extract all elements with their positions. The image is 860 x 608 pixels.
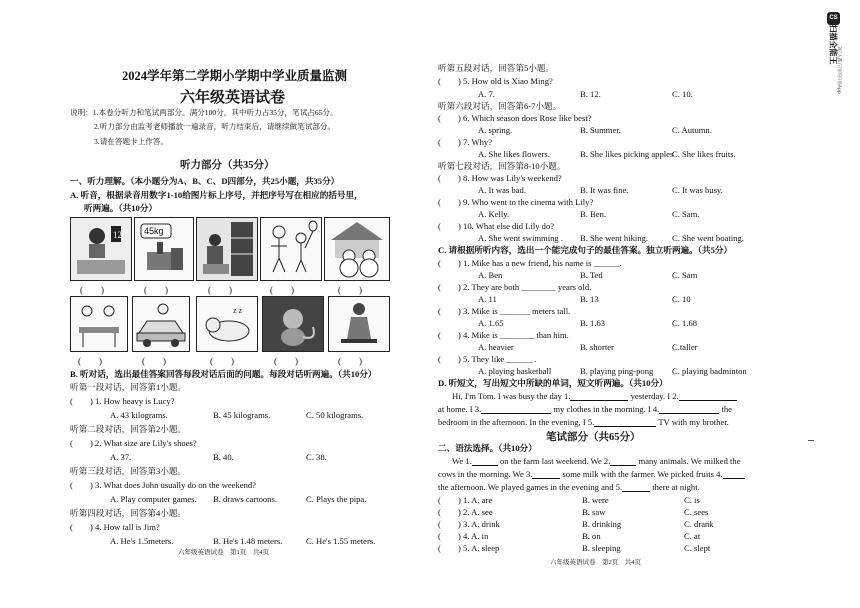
answer-bracket-row1-5: ( ) [338,285,362,295]
c4-option-a: A. heavier [478,342,514,352]
passage-line-1: Hi, I'm Tom. I was busy the day 1. yesterday. I 2. [452,391,737,401]
grammar-q3-option-c: C. drank [684,519,714,529]
part-a-line1: A. 听音，根据录音用数字1-10给图片标上序号，并把序号写在相应的括号里， [70,190,363,200]
answer-bracket-row1-3: ( ) [208,285,232,295]
c4-option-c: C.taller [672,342,698,352]
part-c-q3: ( ) 3. Mike is _______ meters tall. [438,306,571,316]
dialog-6-heading: 听第六段对话，回答第6-7小题。 [438,101,562,111]
right-page [438,0,768,608]
picture-sleeping-cat [196,296,258,352]
svg-text:z z: z z [233,306,243,315]
grammar-q1: ( ) 1. A. are [438,495,493,505]
written-header: 笔试部分（共65分） [546,432,641,443]
answer-bracket-row1-1: ( ) [80,285,104,295]
picture-scale-45kg [134,217,194,281]
question-3: ( ) 3. What does John usually do on the weekend? [70,480,256,490]
c2-option-b: B. 13 [580,294,599,304]
c1-option-c: C. Sam [672,270,698,280]
passage-line-3: bedroom in the afternoon. In the evening, I 5. TV with my brother. [438,417,729,427]
q9-option-c: C. Sam. [672,209,700,219]
blank-d4 [659,405,719,414]
grammar-q5-option-c: C. slept [684,543,711,553]
passage-line-2: at home. I 3. my clothes in the morning. I 4. the [438,404,732,414]
q8-option-c: C. It was busy. [672,185,723,195]
q5-option-b: B. 12. [580,89,601,99]
c5-option-b: B. playing ping-pong [580,366,654,376]
section-2-heading: 二、语法选择。（共10分） [438,443,537,453]
dialog-1-heading: 听第一段对话，回答第1小题。 [70,382,187,392]
picture-car-driving [132,296,190,352]
c4-option-b: B. shorter [580,342,614,352]
picture-girl-with-chair [328,296,390,352]
edge-mark [808,440,814,441]
grammar-q5-option-b: B. sleeping [582,543,621,553]
q5-option-a: A. 7. [478,89,495,99]
answer-bracket-row2-4: ( ) [274,356,298,366]
grammar-q2: ( ) 2. A. see [438,507,493,517]
grammar-q4: ( ) 4. A. in [438,531,489,541]
q1-option-b: B. 45 kilograms. [213,410,271,420]
blank-g1 [472,457,498,466]
dialog-7-heading: 听第七段对话，回答第8-10小题。 [438,161,566,171]
q3-option-b: B. draws cartoons. [213,494,277,504]
blank-d2 [679,392,737,401]
q3-option-a: A. Play computer games. [110,494,197,504]
answer-bracket-row2-5: ( ) [338,356,362,366]
section-1-heading: 一、听力理解。（本小题分为A、B、C、D四部分，共25小题，共35分） [70,176,340,186]
grammar-line-1: We 1. on the farm last weekend. We 2. many animals. We milked the [452,456,741,466]
answer-bracket-row2-2: ( ) [142,356,166,366]
question-6: ( ) 6. Which season does Rose like best? [438,113,592,123]
q9-option-a: A. Kelly. [478,209,510,219]
q7-option-a: A. She likes flowers. [478,149,550,159]
svg-text:12: 12 [113,230,122,240]
c2-option-a: A. 11 [478,294,497,304]
q2-option-b: B. 40. [213,452,234,462]
blank-g4 [723,470,745,479]
part-c-q2: ( ) 2. They are both ________ years old. [438,282,592,292]
page-footer-1: 六年级英语试卷 第1页 共4页 [178,549,269,556]
q3-option-c: C. Plays the pipa. [306,494,367,504]
c3-option-a: A. 1.65 [478,318,504,328]
grammar-q1-option-c: C. is [684,495,700,505]
picture-monkey [262,296,324,352]
blank-d1 [570,392,628,401]
picture-kids-balloons [260,217,322,281]
grammar-line-2: cows in the morning. We 3. some milk with the farmer. We picked fruits 4. [438,469,745,479]
c5-option-c: C. playing badminton [672,366,747,376]
q7-option-c: C. She likes fruits. [672,149,736,159]
q10-option-c: C. She went boating. [672,233,744,243]
note-3: 3.请在答题卡上作答。 [94,137,169,146]
page-footer-2: 六年级英语试卷 第2页 共4页 [550,559,641,566]
dialog-5-heading: 听第五段对话，回答第5小题。 [438,63,555,73]
q1-option-a: A. 43 kilograms. [110,410,168,420]
blank-d3 [481,405,551,414]
question-1: ( ) 1. How heavy is Lucy? [70,396,175,406]
c5-option-a: A. playing basketball [478,366,552,376]
question-2: ( ) 2. What size are Lily's shoes? [70,438,197,448]
grammar-q2-option-c: C. sees [684,507,709,517]
q4-option-c: C. He's 1.55 meters. [306,536,376,546]
answer-bracket-row2-3: ( ) [210,356,234,366]
listening-header: 听力部分（共35分） [180,160,275,171]
dialog-4-heading: 听第四段对话，回答第4小题。 [70,508,187,518]
q8-option-a: A. It was bad. [478,185,526,195]
subject-title: 六年级英语试卷 [180,90,286,106]
c1-option-b: B. Ted [580,270,603,280]
grammar-q2-option-b: B. saw [582,507,606,517]
answer-bracket-row1-2: ( ) [144,285,168,295]
part-c-q4: ( ) 4. Mike is ________ than him. [438,330,569,340]
q8-option-b: B. It was fine. [580,185,629,195]
scale-reading: 45kg [144,226,164,236]
part-c-q1: ( ) 1. Mike has a new friend, his name is ______. [438,258,622,268]
grammar-q3-option-b: B. drinking [582,519,622,529]
question-7: ( ) 7. Why? [438,137,493,147]
q10-option-a: A. She went swimming . [478,233,563,243]
part-d-heading: D. 听短文，写出短文中所缺的单词，短文听两遍。（共10分） [438,378,668,388]
answer-bracket-row2-1: ( ) [78,356,102,366]
scanner-watermark [826,12,842,102]
question-4: ( ) 4. How tall is Jim? [70,522,160,532]
scanner-brand-name: 扫描全能王 [828,24,838,65]
part-c-q5: ( ) 5. They like ______ . [438,354,537,364]
question-9: ( ) 9. Who went to the cinema with Lily? [438,197,594,207]
part-b-heading: B. 听对话，选出最佳答案回答每段对话后面的问题。每段对话听两遍。（共10分） [70,369,377,379]
q2-option-c: C. 38. [306,452,327,462]
part-a-line2: 听两遍。（共10分） [84,203,158,213]
scanner-tagline: 3亿人都在用的扫描App [836,46,841,94]
grammar-q4-option-b: B. on [582,531,601,541]
picture-birthday-girl [70,217,132,281]
scanner-logo-icon: CS [827,12,840,25]
q1-option-c: C. 50 kilograms. [306,410,364,420]
exam-title: 2024学年第二学期小学期中学业质量监测 [122,69,348,83]
picture-snowman-house [324,217,390,281]
c3-option-c: C. 1.68 [672,318,698,328]
note-1: 说明：1.本卷分听力和笔试两部分。满分100分，其中听力占35分，笔试占65分。 [70,108,338,117]
note-2: 2.听力部分由监考老师播放一遍录音，听力结束后，请继续做笔试部分。 [94,122,336,131]
question-10: ( ) 10. What else did Lily do? [438,221,555,231]
q5-option-c: C. 10. [672,89,693,99]
q6-option-a: A. spring. [478,125,513,135]
grammar-line-3: the afternoon. We played games in the evening and 5. there at night. [438,482,700,492]
grammar-q1-option-b: B. were [582,495,609,505]
q4-option-b: B. He's 1.48 meters. [213,536,283,546]
question-8: ( ) 8. How was Lily's weekend? [438,173,562,183]
grammar-q4-option-c: C. at [684,531,701,541]
left-page [70,0,390,608]
q2-option-a: A. 37. [110,452,132,462]
q10-option-b: B. She went hiking. [580,233,649,243]
c2-option-c: C. 10 [672,294,691,304]
grammar-q3: ( ) 3. A. drink [438,519,500,529]
blank-d5 [594,418,656,427]
blank-g5 [622,483,650,492]
dialog-3-heading: 听第三段对话，回答第3小题。 [70,466,187,476]
blank-g3 [532,470,560,479]
answer-bracket-row1-4: ( ) [270,285,294,295]
picture-reading-bookshelf [196,217,258,281]
c3-option-b: B. 1.63 [580,318,606,328]
blank-g2 [610,457,636,466]
c1-option-a: A. Ben [478,270,503,280]
part-c-heading: C. 请根据所听内容，选出一个能完成句子的最佳答案。独立听两遍。（共5分） [438,245,733,255]
dialog-2-heading: 听第二段对话，回答第2小题。 [70,424,187,434]
q6-option-b: B. Summer. [580,125,621,135]
q7-option-b: B. She likes picking apples [580,149,674,159]
question-5: ( ) 5. How old is Xiao Ming? [438,76,553,86]
q4-option-a: A. He's 1.5meters. [110,536,174,546]
grammar-q5: ( ) 5. A. sleep [438,543,500,553]
q6-option-c: C. Autumn. [672,125,712,135]
q9-option-b: B. Ben. [580,209,607,219]
picture-family-eating [70,296,128,352]
